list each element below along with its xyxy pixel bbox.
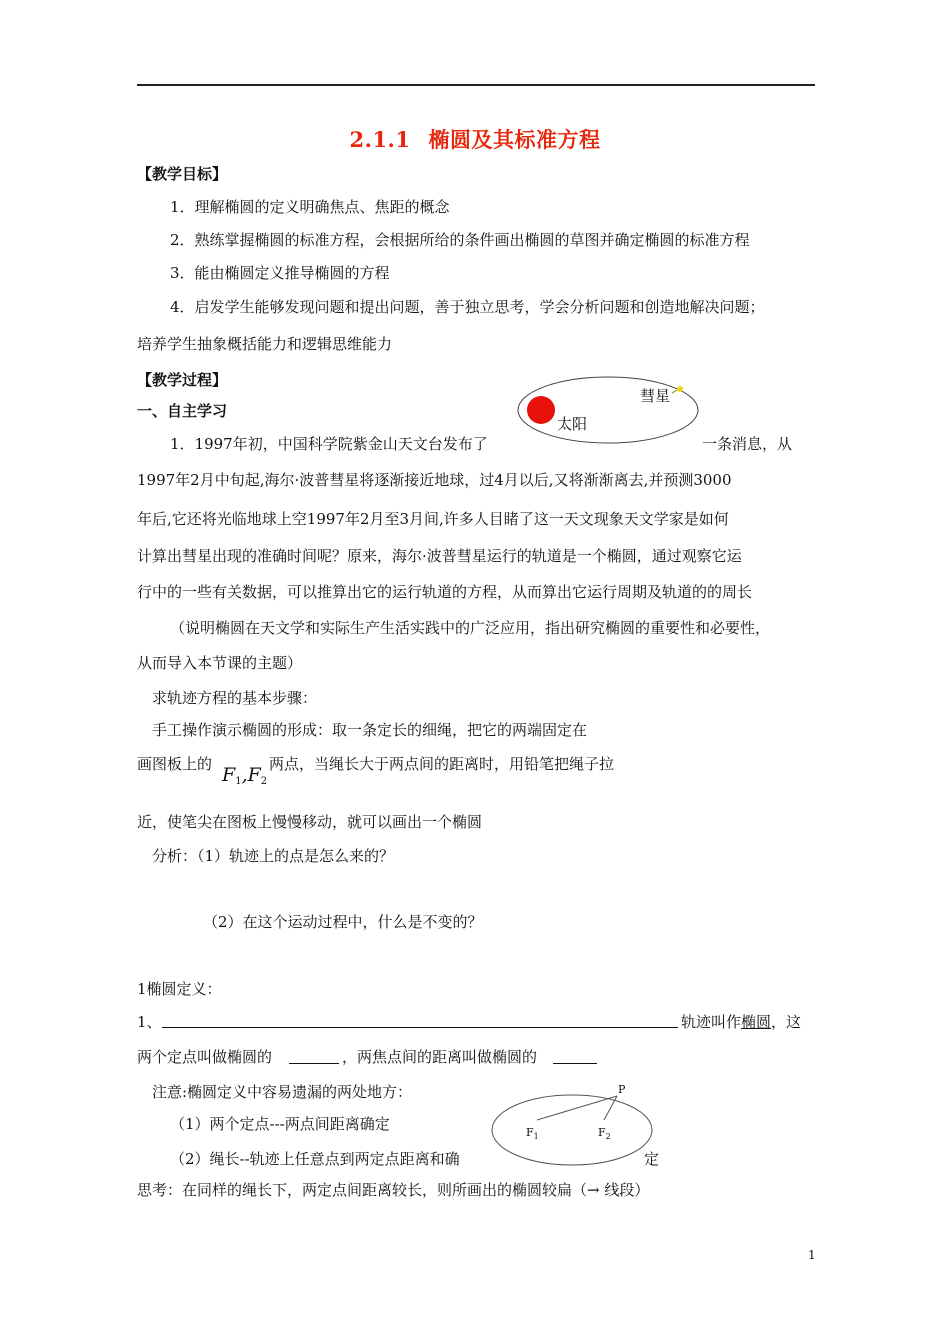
demo-text: 手工操作演示椭圆的形成：取一条定长的细绳，把它的两端固定在 (152, 721, 588, 739)
goal-item: 培养学生抽象概括能力和逻辑思维能力 (137, 335, 393, 353)
sun-icon (527, 396, 555, 424)
definition-suffix: 轨迹叫作椭圆，这 (681, 1013, 802, 1031)
definition-blank[interactable] (162, 1027, 678, 1028)
page-number: 1 (808, 1248, 816, 1262)
focus-f1-label: $F_1$ (526, 1126, 539, 1141)
focus-f2-label: $F_2$ (598, 1126, 611, 1141)
section-number: 2.1.1 (349, 127, 411, 152)
note-item: 定 (644, 1150, 660, 1168)
demo-text: 近，使笔尖在图板上慢慢移动，就可以画出一个椭圆 (137, 813, 483, 831)
math-comma: , (241, 764, 248, 786)
comet-label: 彗星 (640, 387, 671, 405)
ellipse-figure (490, 1082, 660, 1170)
f1-symbol: F (222, 764, 236, 786)
definition-heading: 1椭圆定义： (137, 980, 222, 998)
title-text: 椭圆及其标准方程 (428, 127, 601, 152)
foci-blank[interactable] (289, 1063, 339, 1064)
definition-prefix: 1、 (137, 1013, 162, 1031)
comet-orbit-diagram (512, 372, 702, 454)
demo-text: 画图板上的 (137, 755, 213, 773)
goal-item: 3．能由椭圆定义推导椭圆的方程 (170, 264, 390, 282)
story-line: 一条消息，从 (702, 435, 793, 453)
goal-item: 2．熟练掌握椭圆的标准方程，会根据所给的条件画出椭圆的草图并确定椭圆的标准方程 (170, 231, 750, 249)
think-text: 思考：在同样的绳长下，两定点间距离较长，则所画出的椭圆较扁（→ 线段） (137, 1181, 650, 1199)
definition-line: ，两焦点间的距离叫做椭圆的 (342, 1048, 538, 1066)
definition-line: 两个定点叫做椭圆的 (137, 1048, 273, 1066)
segment-pf1 (537, 1096, 617, 1120)
f2-subscript: 2 (260, 776, 268, 787)
story-note: （说明椭圆在天文学和实际生产生活实践中的广泛应用，指出研究椭圆的重要性和必要性， (170, 619, 771, 637)
story-line: 行中的一些有关数据，可以推算出它的运行轨道的方程，从而算出它运行周期及轨道的的周长 (137, 583, 753, 601)
analysis-question: 分析：（1）轨迹上的点是怎么来的？ (152, 847, 395, 865)
story-line: 1．1997年初，中国科学院紫金山天文台发布了 (170, 435, 488, 453)
comet-icon (677, 386, 683, 392)
section-heading: 一、自主学习 (137, 402, 228, 420)
sun-label: 太阳 (557, 415, 588, 433)
goal-item: 1．理解椭圆的定义明确焦点、焦距的概念 (170, 198, 450, 216)
focal-distance-blank[interactable] (553, 1063, 597, 1064)
f2-symbol: F (247, 764, 261, 786)
f1-subscript: 1 (235, 776, 242, 787)
goal-item: 4．启发学生能够发现问题和提出问题，善于独立思考，学会分析问题和创造地解决问题； (170, 298, 765, 316)
analysis-question: （2）在这个运动过程中，什么是不变的？ (203, 913, 483, 931)
ellipse-diagram (490, 1082, 660, 1170)
point-p-label: P (618, 1083, 626, 1096)
comet-tail (672, 390, 677, 393)
story-line: 1997年2月中旬起,海尔·波普彗星将逐渐接近地球，过4月以后,又将渐渐离去,并预测3000 (137, 471, 732, 489)
header-rule (137, 84, 815, 86)
note-item: （2）绳长--轨迹上任意点到两定点距离和确 (170, 1150, 460, 1168)
story-line: 计算出彗星出现的准确时间呢？原来，海尔·波普彗星运行的轨道是一个椭圆，通过观察它运 (137, 547, 742, 565)
note-heading: 注意:椭圆定义中容易遗漏的两处地方： (152, 1083, 413, 1101)
foci-math (222, 762, 267, 795)
goals-heading: 【教学目标】 (137, 165, 228, 183)
ellipse-curve (492, 1095, 652, 1165)
demo-text: 两点，当绳长大于两点间的距离时，用铅笔把绳子拉 (269, 755, 615, 773)
page-title (0, 124, 950, 154)
ellipse-term: 椭圆 (741, 1013, 772, 1031)
process-heading: 【教学过程】 (137, 371, 228, 389)
steps-heading: 求轨迹方程的基本步骤： (152, 689, 318, 707)
story-line: 年后,它还将光临地球上空1997年2月至3月间,许多人目睹了这一天文现象天文学家是如何 (137, 510, 729, 528)
note-item: （1）两个定点---两点间距离确定 (170, 1115, 390, 1133)
story-note: 从而导入本节课的主题） (137, 654, 303, 672)
comet-orbit-figure (512, 372, 702, 454)
